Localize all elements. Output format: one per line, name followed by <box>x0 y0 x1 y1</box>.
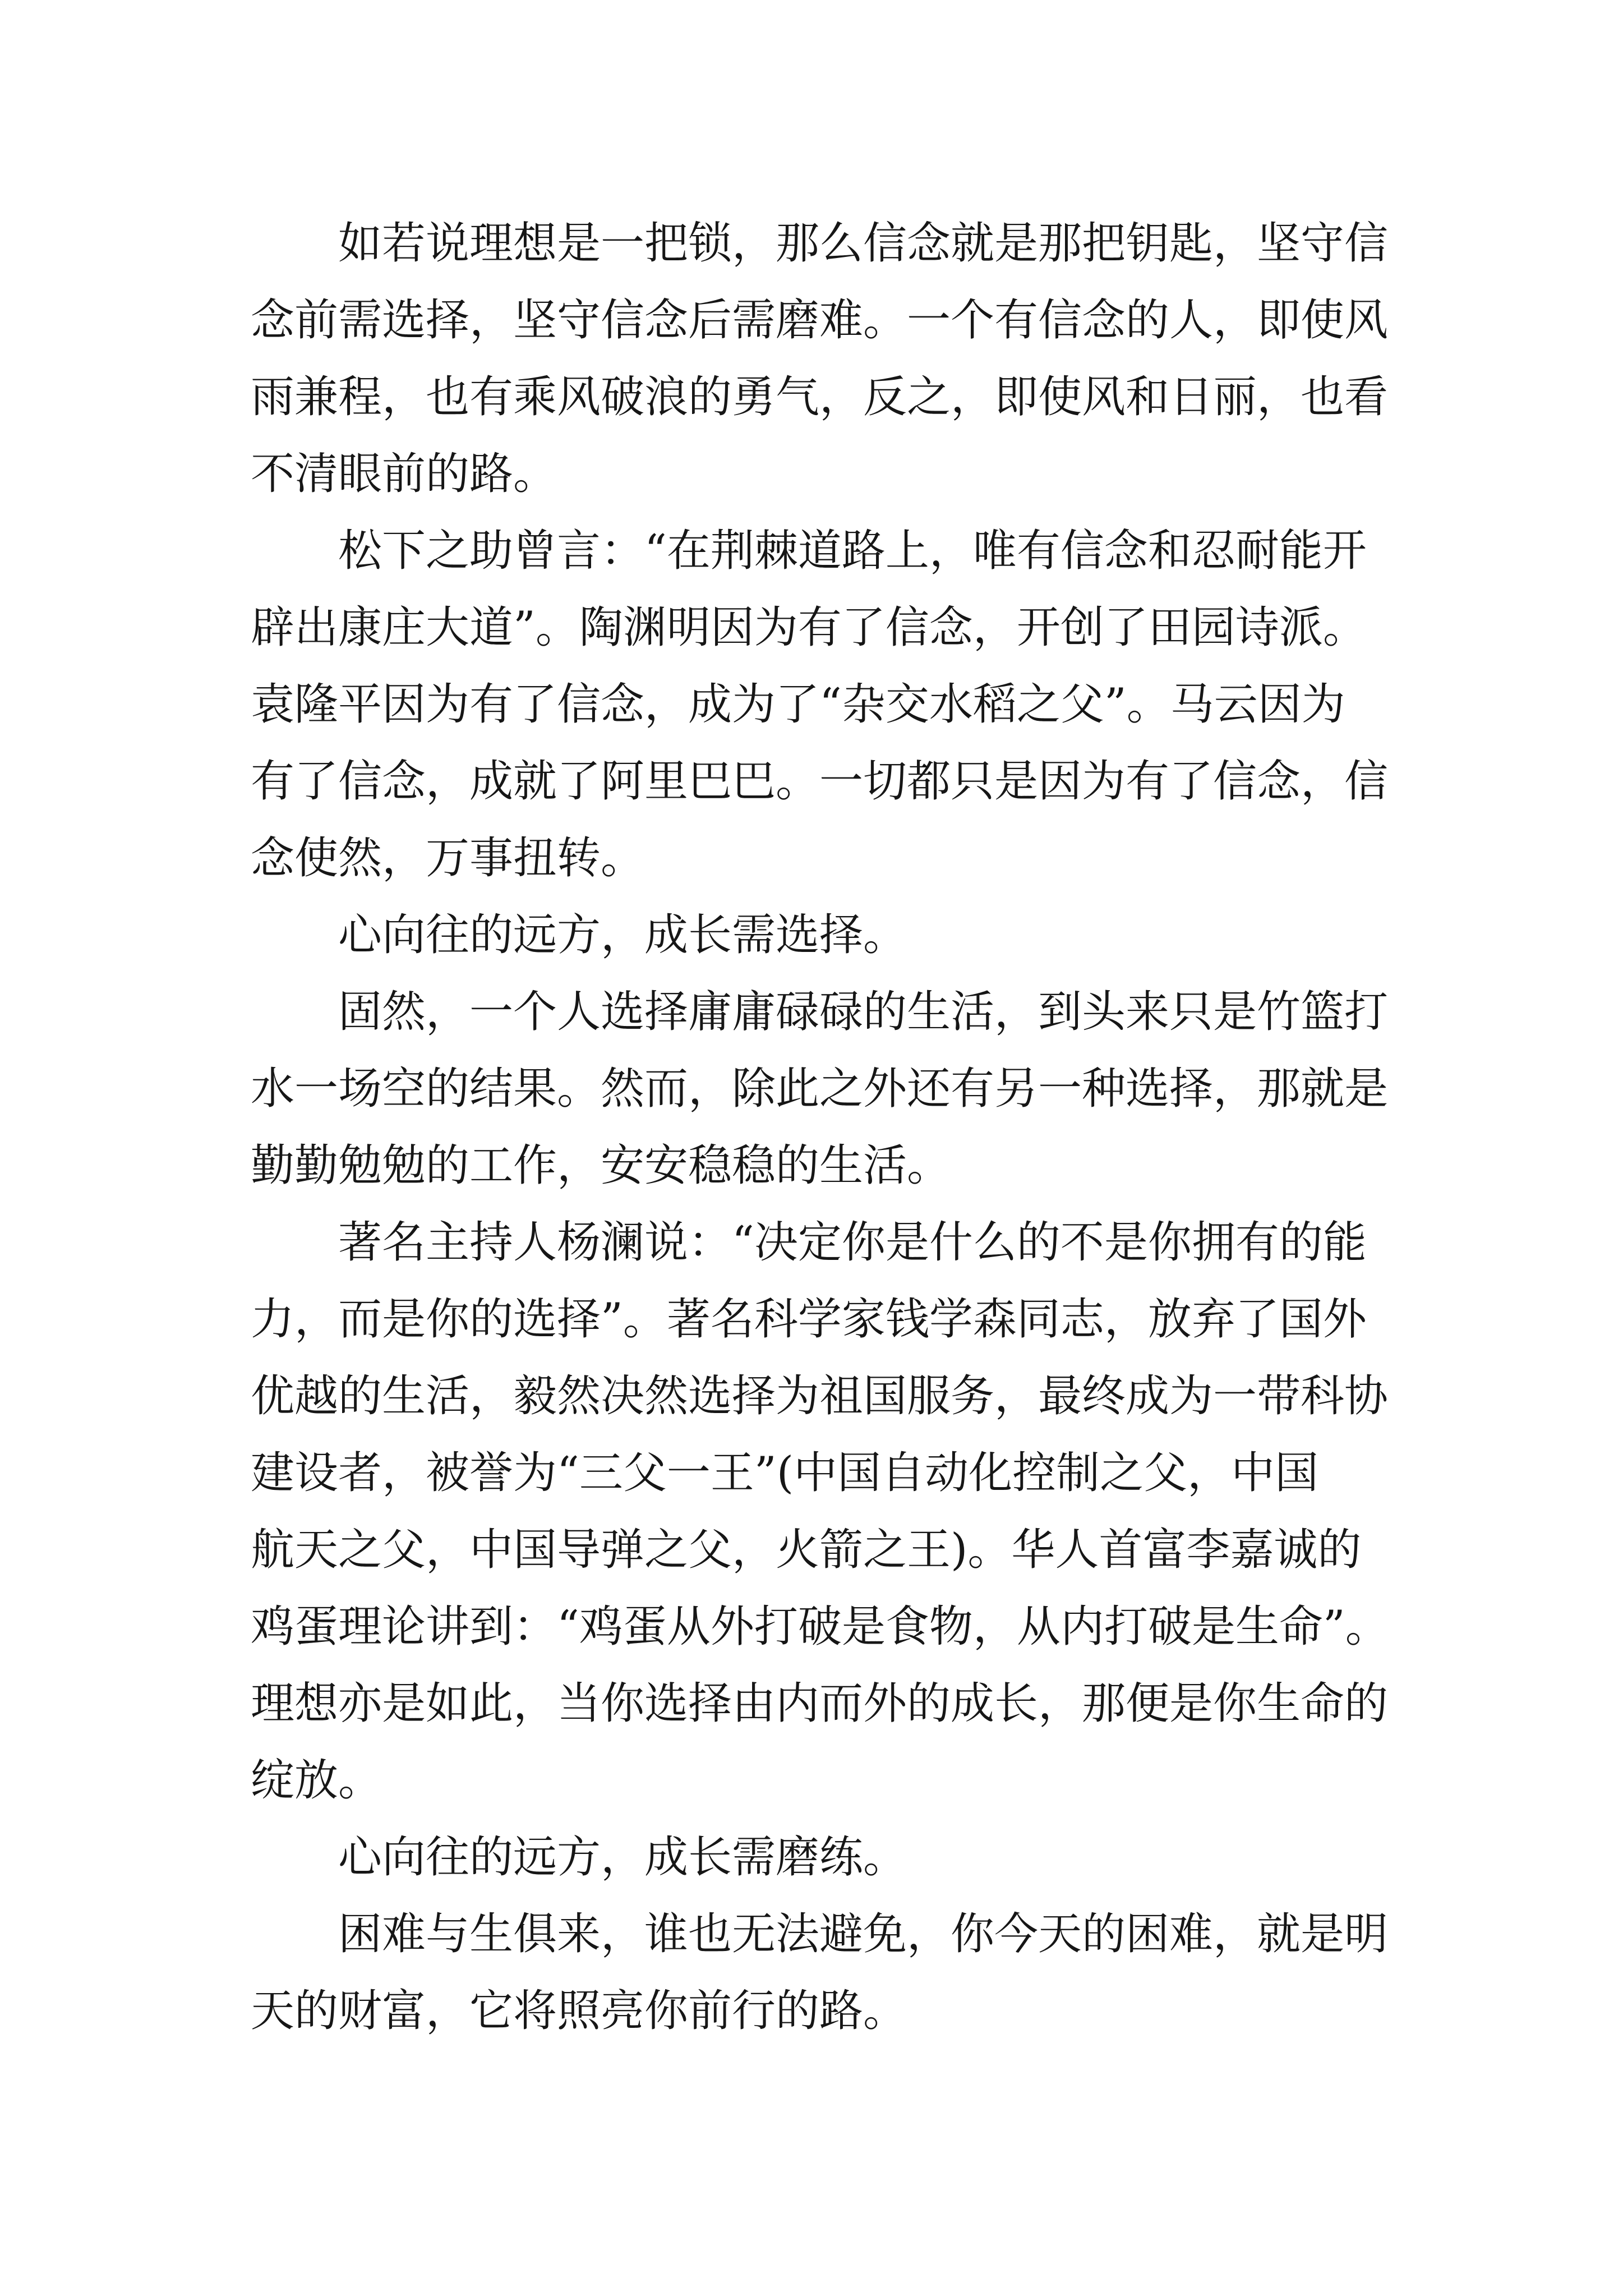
text-line: 松下之助曾言：“在荆棘道路上，唯有信念和忍耐能开 <box>338 526 1367 576</box>
text-line: 袁隆平因为有了信念，成为了“杂交水稻之父”。马云因为 <box>251 679 1345 730</box>
text-line: 著名主持人杨澜说：“决定你是什么的不是你拥有的能 <box>338 1217 1367 1268</box>
text-line: 念前需选择，坚守信念后需磨难。一个有信念的人，即使风 <box>251 295 1389 346</box>
body-text <box>251 205 1541 2050</box>
text-line: 念使然，万事扭转。 <box>251 833 645 884</box>
text-line: 心向往的远方，成长需选择。 <box>338 910 907 960</box>
text-line: 有了信念，成就了阿里巴巴。一切都只是因为有了信念，信 <box>251 756 1389 807</box>
text-line: 鸡蛋理论讲到：“鸡蛋从外打破是食物，从内打破是生命”。 <box>251 1602 1389 1652</box>
text-line: 不清眼前的路。 <box>251 449 557 499</box>
text-line: 如若说理想是一把锁，那么信念就是那把钥匙，坚守信 <box>338 218 1389 269</box>
text-line: 困难与生俱来，谁也无法避免，你今天的困难，就是明 <box>338 1909 1389 1959</box>
paragraph <box>251 974 1541 1204</box>
text-line: 心向往的远方，成长需磨练。 <box>338 1832 907 1883</box>
text-line: 水一场空的结果。然而，除此之外还有另一种选择，那就是 <box>251 1064 1389 1114</box>
text-line: 理想亦是如此，当你选择由内而外的成长，那便是你生命的 <box>251 1678 1389 1729</box>
paragraph <box>251 205 1541 513</box>
paragraph <box>251 1204 1541 1819</box>
text-line: 力，而是你的选择”。著名科学家钱学森同志，放弃了国外 <box>251 1294 1367 1345</box>
text-line: 天的财富，它将照亮你前行的路。 <box>251 1986 907 2036</box>
paragraph <box>251 1896 1541 2050</box>
text-line: 航天之父，中国导弹之父，火箭之王)。华人首富李嘉诚的 <box>251 1525 1362 1575</box>
text-line: 勤勤勉勉的工作，安安稳稳的生活。 <box>251 1140 951 1191</box>
text-line: 雨兼程，也有乘风破浪的勇气，反之，即使风和日丽，也看 <box>251 372 1389 422</box>
text-line: 绽放。 <box>251 1755 382 1806</box>
section-heading <box>251 897 1541 974</box>
section-heading <box>251 1819 1541 1896</box>
text-line: 建设者，被誉为“三父一王”(中国自动化控制之父，中国 <box>251 1448 1319 1498</box>
text-line: 固然，一个人选择庸庸碌碌的生活，到头来只是竹篮打 <box>338 987 1389 1037</box>
text-line: 辟出康庄大道”。陶渊明因为有了信念，开创了田园诗派。 <box>251 602 1367 653</box>
text-line: 优越的生活，毅然决然选择为祖国服务，最终成为一带科协 <box>251 1371 1389 1421</box>
paragraph <box>251 513 1541 897</box>
